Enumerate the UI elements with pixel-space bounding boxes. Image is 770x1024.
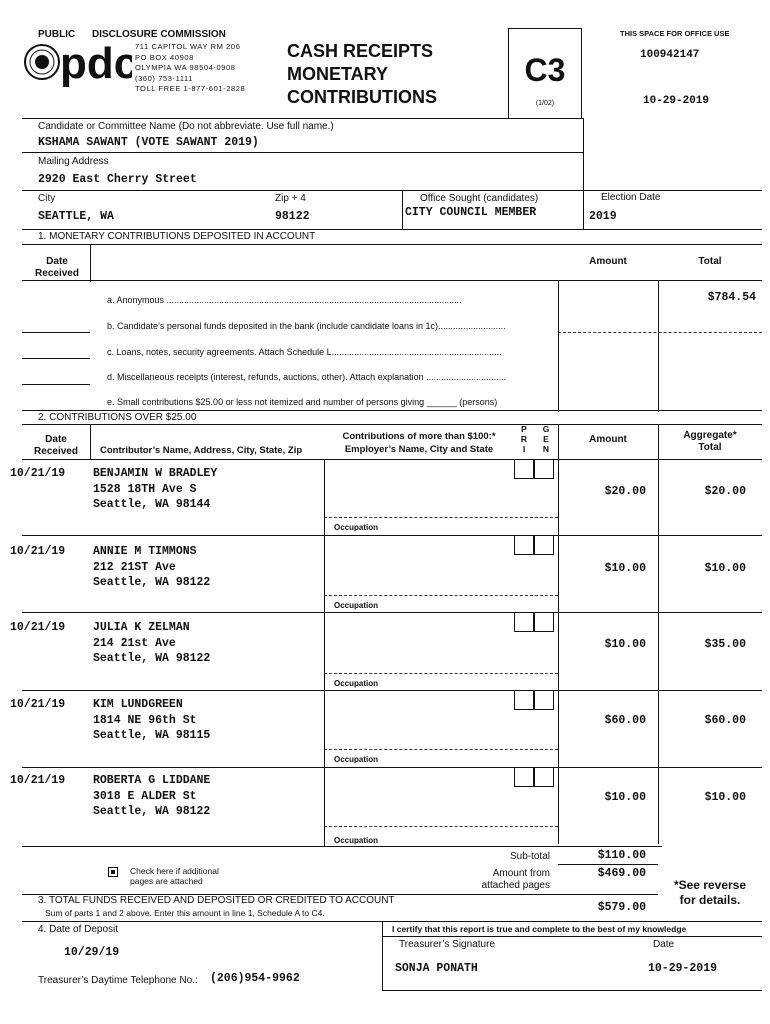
agency-public: PUBLIC bbox=[38, 29, 76, 40]
aggregate-header bbox=[660, 430, 760, 454]
office-date: 10-29-2019 bbox=[643, 95, 710, 107]
form-version: (1/02) bbox=[535, 100, 555, 107]
general-header bbox=[535, 424, 557, 454]
contributor-block bbox=[93, 697, 323, 744]
occupation-label: Occupation bbox=[334, 836, 379, 845]
g-header-letter: N bbox=[542, 444, 550, 454]
occupation-label: Occupation bbox=[334, 679, 379, 688]
employer-header-line: Contributions of more than $100:* bbox=[342, 431, 496, 442]
aggregate-total: $60.00 bbox=[704, 714, 746, 727]
line-anonymous: a. Anonymous ...................................................................................................................... bbox=[107, 295, 462, 305]
city-label: City bbox=[38, 193, 56, 204]
line-loans: c. Loans, notes, security agreements. Attach Schedule L.................................................................... bbox=[107, 347, 502, 357]
primary-checkbox[interactable] bbox=[514, 767, 534, 787]
deposit-date-label: 4. Date of Deposit bbox=[38, 924, 119, 935]
primary-checkbox[interactable] bbox=[514, 459, 534, 479]
contribution-amount: $10.00 bbox=[604, 791, 646, 804]
check-label-line: pages are attached bbox=[130, 876, 203, 886]
section2-date-header bbox=[22, 434, 90, 458]
primary-checkbox[interactable] bbox=[514, 690, 534, 710]
contributor-street: 1528 18TH Ave S bbox=[93, 482, 197, 496]
signature-date: 10-29-2019 bbox=[648, 962, 718, 975]
office-id: 100942147 bbox=[640, 49, 700, 61]
contribution-amount: $10.00 bbox=[604, 638, 646, 651]
contribution-date: 10/21/19 bbox=[10, 698, 66, 711]
contributor-street: 1814 NE 96th St bbox=[93, 713, 197, 727]
form-title-line: MONETARY bbox=[287, 64, 388, 84]
contributor-name: ROBERTA G LIDDANE bbox=[93, 774, 211, 787]
section1-amount-header: Amount bbox=[589, 256, 627, 267]
contributor-street: 212 21ST Ave bbox=[93, 560, 176, 574]
date-header-line: Date bbox=[45, 434, 67, 445]
candidate-name: KSHAMA SAWANT (VOTE SAWANT 2019) bbox=[38, 136, 259, 149]
contribution-amount: $60.00 bbox=[604, 714, 646, 727]
contribution-amount: $20.00 bbox=[604, 485, 646, 498]
contributor-street: 214 21st Ave bbox=[93, 636, 176, 650]
contributor-name: JULIA K ZELMAN bbox=[93, 621, 190, 634]
form-title-line: CONTRIBUTIONS bbox=[287, 87, 437, 107]
primary-checkbox[interactable] bbox=[514, 612, 534, 632]
election-date-label: Election Date bbox=[601, 192, 661, 203]
see-reverse-line: *See reverse bbox=[673, 878, 747, 892]
signature-label: Treasurer’s Signature bbox=[399, 939, 495, 950]
attached-pages-label bbox=[440, 868, 550, 892]
agency-address bbox=[135, 42, 245, 95]
g-header-letter: G bbox=[542, 424, 550, 434]
p-header-letter: R bbox=[520, 434, 528, 444]
treasurer-phone: (206)954-9962 bbox=[210, 972, 300, 985]
see-reverse-line: for details. bbox=[679, 893, 741, 907]
address-line: PO BOX 40908 bbox=[135, 52, 194, 62]
office-use-label: THIS SPACE FOR OFFICE USE bbox=[620, 29, 730, 38]
total-funds-instructions: Sum of parts 1 and 2 above. Enter this amount in line 1, Schedule A to C4. bbox=[45, 908, 325, 918]
contribution-amount: $10.00 bbox=[604, 562, 646, 575]
additional-pages-label bbox=[130, 866, 219, 886]
primary-checkbox[interactable] bbox=[514, 535, 534, 555]
contributor-city: Seattle, WA 98122 bbox=[93, 576, 211, 589]
total-funds-label: 3. TOTAL FUNDS RECEIVED AND DEPOSITED OR CREDITED TO ACCOUNT bbox=[38, 895, 395, 906]
office-sought: CITY COUNCIL MEMBER bbox=[405, 206, 537, 219]
election-date: 2019 bbox=[589, 210, 617, 223]
general-checkbox[interactable] bbox=[534, 459, 554, 479]
contributor-name: ANNIE M TIMMONS bbox=[93, 545, 197, 558]
general-checkbox[interactable] bbox=[534, 535, 554, 555]
section1-date-header bbox=[22, 256, 92, 280]
see-reverse-note bbox=[660, 878, 760, 908]
subtotal-label: Sub-total bbox=[509, 851, 550, 862]
contributor-block bbox=[93, 620, 323, 667]
section2-heading: 2. CONTRIBUTIONS OVER $25.00 bbox=[38, 412, 197, 423]
aggregate-header-line: Total bbox=[698, 442, 722, 453]
check-label-line: Check here if additional bbox=[130, 866, 219, 876]
attached-pages-value: $469.00 bbox=[597, 867, 646, 880]
aggregate-total: $20.00 bbox=[704, 485, 746, 498]
contribution-date: 10/21/19 bbox=[10, 621, 66, 634]
city: SEATTLE, WA bbox=[38, 210, 114, 223]
occupation-label: Occupation bbox=[334, 601, 379, 610]
aggregate-total: $35.00 bbox=[704, 638, 746, 651]
form-title bbox=[287, 40, 437, 109]
address-line: TOLL FREE 1-877-601-2828 bbox=[135, 84, 246, 93]
section1-total-header: Total bbox=[698, 256, 722, 267]
address-line: 711 CAPITOL WAY RM 206 bbox=[135, 42, 241, 51]
mailing-address: 2920 East Cherry Street bbox=[38, 173, 197, 186]
date-header-line: Received bbox=[34, 446, 78, 457]
deposit-date: 10/29/19 bbox=[64, 946, 120, 959]
phone-label: Treasurer’s Daytime Telephone No.: bbox=[38, 975, 198, 986]
occupation-label: Occupation bbox=[334, 755, 379, 764]
aggregate-total: $10.00 bbox=[704, 791, 746, 804]
contribution-date: 10/21/19 bbox=[10, 467, 66, 480]
agency-name: DISCLOSURE COMMISSION bbox=[92, 29, 226, 40]
employer-header-line: Employer’s Name, City and State bbox=[344, 444, 494, 455]
checkbox-mark-icon bbox=[111, 870, 115, 874]
date-header-line: Received bbox=[35, 268, 79, 279]
form-code: C3 bbox=[524, 52, 566, 88]
attached-label-line: attached pages bbox=[481, 880, 550, 891]
office-sought-label: Office Sought (candidates) bbox=[420, 193, 539, 204]
total-funds-value: $579.00 bbox=[597, 901, 646, 914]
occupation-label: Occupation bbox=[334, 523, 379, 532]
p-header-letter: P bbox=[521, 424, 527, 434]
anonymous-total: $784.54 bbox=[707, 291, 756, 304]
contributor-block bbox=[93, 773, 323, 820]
aggregate-header-line: Aggregate* bbox=[683, 430, 737, 441]
contributor-name: BENJAMIN W BRADLEY bbox=[93, 467, 218, 480]
mailing-address-label: Mailing Address bbox=[38, 156, 109, 167]
contributor-name: KIM LUNDGREEN bbox=[93, 698, 183, 711]
line-personal-funds: b. Candidate’s personal funds deposited in the bank (include candidate loans in 1c)........................... bbox=[107, 321, 506, 331]
section1-heading: 1. MONETARY CONTRIBUTIONS DEPOSITED IN ACCOUNT bbox=[38, 231, 316, 242]
contributor-block bbox=[93, 544, 323, 591]
certification-statement: I certify that this report is true and complete to the best of my knowledge bbox=[392, 924, 687, 934]
address-line: OLYMPIA WA 98504-0908 bbox=[135, 63, 236, 72]
date-header-line: Date bbox=[46, 256, 68, 267]
p-header-letter: I bbox=[522, 444, 526, 454]
contributor-block bbox=[93, 466, 323, 513]
contributor-city: Seattle, WA 98115 bbox=[93, 729, 211, 742]
primary-header bbox=[514, 424, 534, 454]
employer-header bbox=[325, 430, 513, 456]
aggregate-total: $10.00 bbox=[704, 562, 746, 575]
general-checkbox[interactable] bbox=[534, 767, 554, 787]
form-title-line: CASH RECEIPTS bbox=[287, 41, 434, 61]
subtotal-value: $110.00 bbox=[597, 849, 646, 862]
contributor-street: 3018 E ALDER St bbox=[93, 789, 197, 803]
signature-date-label: Date bbox=[653, 939, 675, 950]
contribution-date: 10/21/19 bbox=[10, 545, 66, 558]
additional-pages-checkbox[interactable] bbox=[108, 867, 118, 877]
treasurer-signature: SONJA PONATH bbox=[395, 962, 478, 975]
contributor-header: Contributor’s Name, Address, City, State, Zip bbox=[100, 445, 303, 456]
g-header-letter: E bbox=[543, 434, 549, 444]
contributor-city: Seattle, WA 98122 bbox=[93, 805, 211, 818]
zip-label: Zip + 4 bbox=[275, 193, 306, 204]
general-checkbox[interactable] bbox=[534, 690, 554, 710]
candidate-name-label: Candidate or Committee Name (Do not abbreviate. Use full name.) bbox=[38, 121, 334, 132]
attached-label-line: Amount from bbox=[492, 868, 550, 879]
contributor-city: Seattle, WA 98122 bbox=[93, 652, 211, 665]
line-misc-receipts: d. Miscellaneous receipts (interest, refunds, auctions, other). Attach explanation ................................ bbox=[107, 372, 507, 382]
contribution-date: 10/21/19 bbox=[10, 774, 66, 787]
address-line: (360) 753-1111 bbox=[135, 73, 194, 83]
pdc-logo bbox=[22, 40, 132, 90]
general-checkbox[interactable] bbox=[534, 612, 554, 632]
line-small-contributions: e. Small contributions $25.00 or less not itemized and number of persons giving ______ (persons) bbox=[107, 397, 498, 407]
contributor-city: Seattle, WA 98144 bbox=[93, 498, 211, 511]
zip: 98122 bbox=[275, 210, 310, 223]
logo-text: pdc bbox=[60, 40, 132, 88]
section2-amount-header: Amount bbox=[589, 434, 627, 445]
